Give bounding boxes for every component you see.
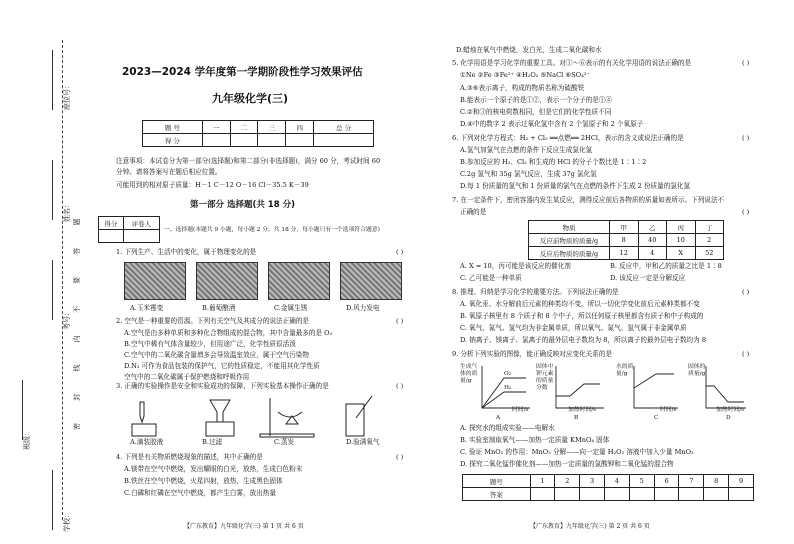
evaporating-dish-icon — [278, 412, 302, 417]
score-header: 题 号 — [143, 121, 203, 134]
class-underline — [22, 380, 24, 440]
score-cell[interactable] — [258, 134, 286, 147]
name-label: 姓名： — [63, 201, 71, 222]
q1-answer-paren[interactable]: ( ) — [396, 248, 404, 256]
q5-option[interactable]: C.②和③的核电荷数相同，但是它们的化学性质不同 — [460, 108, 612, 116]
score-header: 总 分 — [314, 121, 374, 134]
answer-header: 题号 — [463, 475, 531, 488]
answer-cell[interactable] — [555, 488, 580, 501]
graph-c-xlabel: 时间/s — [660, 407, 677, 413]
part1-instruction: 一、选择题(本题共 9 小题，每小题 2 分，共 18 分，每小题只有一个选项符合题意) — [164, 227, 380, 233]
q2-answer-paren[interactable]: ( ) — [396, 317, 404, 325]
q1-image-d — [340, 262, 402, 300]
q7-mass-table — [528, 220, 724, 260]
q2-option[interactable]: B.空气中稀有气体含量较少，但用途广泛，化学性质很活泼 — [124, 340, 296, 348]
q7-table-header: 乙 — [638, 221, 667, 234]
q8-option[interactable]: C. 氧气、氮气、氢气均为非金属单质，所以氧气、氮气、氢气属于非金属单质 — [460, 324, 687, 332]
q7-table-cell: 反应前物质的质量/g — [529, 234, 610, 247]
class-label: 班级： — [23, 429, 31, 450]
q4-answer-paren[interactable]: ( ) — [396, 453, 404, 461]
answer-cell[interactable] — [704, 488, 729, 501]
q7-option[interactable]: B. 反应中，甲和乙的质量之比是 1∶8 — [610, 262, 722, 270]
q3-option-b[interactable]: B.过滤 — [202, 438, 223, 446]
q7-table-cell: 2 — [695, 234, 724, 247]
answer-header: 2 — [555, 475, 580, 488]
exam-no-underline — [52, 260, 54, 320]
q7-table-cell: 4 — [638, 247, 667, 260]
graph-d-xlabel: 加热时间/s — [716, 407, 745, 413]
graph-b-xlabel: 加热时间/s — [568, 407, 597, 413]
notes-line: 分钟。请将答案写在题后相应位置。 — [116, 168, 222, 176]
page-title: 2023—2024 学年度第一学期阶段性学习效果评估 — [122, 66, 363, 78]
q1-option-c[interactable]: C.金属生锈 — [274, 304, 308, 312]
grader-table — [98, 216, 160, 243]
q3-stem: 3. 正确的实验操作是安全和实验成功的保障，下列实验基本操作正确的是 — [116, 382, 329, 390]
q6-option[interactable]: C.2g 氢气和 35g 氯气反应，生成 37g 氯化氢 — [460, 170, 597, 178]
graph-c-axes — [634, 366, 678, 408]
answer-cell[interactable] — [679, 488, 704, 501]
notes-line: 可能用到的相对原子质量：H－1 C－12 O－16 Cl－35.5 K－39 — [116, 181, 309, 189]
base-icon — [260, 434, 314, 437]
q2-option: 空气中的二氧化碳属于保护燃烧和呼吸作用 — [124, 373, 250, 381]
answer-header: 6 — [654, 475, 679, 488]
score-table — [142, 120, 374, 147]
q8-option[interactable]: D. 钠离子、镁离子、氯离子的最外层电子数均为 8，所以离子的最外层电子数均为 8 — [460, 336, 707, 344]
dropper-icon — [140, 402, 144, 422]
q6-option[interactable]: B.参加反应的 H₂、Cl₂ 和生成的 HCl 的分子个数比是 1∶1∶2 — [460, 158, 647, 166]
school-label: 学校： — [63, 511, 71, 532]
answer-cell[interactable] — [605, 488, 630, 501]
school-underline — [52, 470, 54, 530]
q5-answer-paren[interactable]: ( ) — [742, 59, 750, 67]
graph-c-tag: C — [654, 415, 659, 421]
part1-title: 第一部分 选择题(共 18 分) — [190, 200, 295, 210]
beaker-icon — [206, 422, 234, 436]
graph-c-line — [634, 374, 674, 388]
q4-option[interactable]: C.白磷和红磷在空气中燃烧，都产生白雾，放出热量 — [124, 489, 276, 497]
seat-label: 座位号： — [63, 82, 71, 110]
answer-header: 1 — [530, 475, 555, 488]
q3-option-a[interactable]: A.滴装胶液 — [130, 438, 164, 446]
q2-option[interactable]: D.N₂ 可作为食品包装的保护气，它的性质稳定，不能用其化学性质 — [124, 362, 320, 370]
q6-option[interactable]: D.每 1 份质量的氢气和 1 份质量的氯气在点燃的条件下生成 2 份质量的氯化氢 — [460, 182, 691, 190]
answer-cell[interactable] — [580, 488, 605, 501]
grader-cell[interactable] — [99, 230, 124, 243]
graph-a-legend-h2: H₂ — [504, 385, 512, 391]
q3-answer-paren[interactable]: ( ) — [396, 382, 404, 390]
q7-table-cell: 反应后物质的质量/g — [529, 247, 610, 260]
graph-d-line — [706, 386, 744, 402]
q5-option[interactable]: A.③⑥表示离子，构成的物质名称为硫酸铁 — [460, 84, 585, 92]
answer-header: 5 — [629, 475, 654, 488]
q1-stem: 1. 下列生产、生活中的变化，属于物理变化的是 — [116, 248, 257, 256]
score-header: 三 — [258, 121, 286, 134]
q9-answer-paren[interactable]: ( ) — [742, 350, 750, 358]
q7-table-header: 丙 — [667, 221, 696, 234]
q9-option[interactable]: B. 实验室制取氧气——加热一定质量 KMnO₄ 固体 — [460, 436, 610, 444]
q6-answer-paren[interactable]: ( ) — [742, 134, 750, 142]
answer-cell[interactable] — [629, 488, 654, 501]
q1-option-a[interactable]: A.玉米霉变 — [130, 304, 164, 312]
funnel-icon — [210, 400, 230, 422]
q6-option[interactable]: A.氢气加氯气在点燃的条件下反应生成氯化氢 — [460, 146, 593, 154]
answer-row-label: 答案 — [463, 488, 531, 501]
score-cell[interactable] — [286, 134, 314, 147]
footer-left: 【广东教育】九年级化学(三) 第 1 页 共 6 页 — [184, 523, 304, 530]
beaker-icon — [132, 424, 156, 436]
q9-stem: 9. 分析下列实验的图像，能正确反映对应变化关系的是 — [452, 350, 613, 358]
answer-cell[interactable] — [729, 488, 754, 501]
score-header: 二 — [230, 121, 258, 134]
q7-table-cell: 8 — [610, 234, 639, 247]
q7-answer-paren[interactable]: ( ) — [742, 208, 750, 216]
q7-stem: 7. 在一定条件下，密闭容器内发生某反应，测得反应前后各物质的质量如表所示。下列说法不 — [452, 196, 725, 204]
q1-image-b — [196, 262, 258, 300]
graph-d-ylabel: 固体的质量/g — [688, 364, 706, 377]
exam-no-label: 考号： — [63, 309, 71, 330]
q9-option[interactable]: D. 探究二氧化锰作催化剂——加热一定质量的氯酸钾和二氧化锰的混合物 — [460, 460, 674, 468]
answer-cell[interactable] — [654, 488, 679, 501]
q2-option[interactable]: A.空气是由多种单质和多种化合物组成的混合物，其中含量最多的是 O₂ — [124, 329, 333, 337]
q1-option-b[interactable]: B.葡萄酿酒 — [202, 304, 236, 312]
q8-option[interactable]: A. 氧化汞、水分解前后元素的种类均不变，所以一切化学变化前后元素种类都不变 — [460, 300, 700, 308]
q2-stem: 2. 空气是一种重要的资源。下列有关空气及其成分的说法正确的是 — [116, 317, 310, 325]
answer-header: 7 — [679, 475, 704, 488]
score-header: 一 — [202, 121, 230, 134]
page-subtitle: 九年级化学(三) — [212, 92, 289, 105]
answer-header: 8 — [704, 475, 729, 488]
answer-header: 3 — [580, 475, 605, 488]
q5-stem: 5. 化学用语是学习化学的重要工具。对①～⑥表示的有关化学用语的说法正确的是 — [452, 59, 692, 67]
seal-dashed-line — [62, 40, 63, 520]
score-header: 四 — [286, 121, 314, 134]
q8-option[interactable]: B. 氧原子核里有 8 个质子和 8 个中子，所以任何原子核里都含有质子和中子构成的 — [460, 312, 704, 320]
q8-stem: 8. 推理、归纳是学习化学的重要方法。下列说法正确的是 — [452, 288, 619, 296]
name-underline — [52, 160, 54, 220]
q7-option[interactable]: D. 该反应一定是分解反应 — [610, 274, 686, 282]
seat-underline — [52, 50, 54, 110]
q4-option[interactable]: B.铁丝在空气中燃烧，火星四射，放热，生成黑色固体 — [124, 477, 283, 485]
q6-stem: 6. 下列对化学方程式：H₂ + Cl₂ ══点燃══ 2HCl，表示的含义或说法正确的是 — [452, 134, 684, 142]
q4-stem: 4. 下列是有关物质燃烧现象的描述，其中正确的是 — [116, 453, 263, 461]
q7-table-header: 物质 — [529, 221, 610, 234]
gas-bottle-icon — [346, 404, 364, 436]
q3-apparatus-drawings — [120, 394, 410, 440]
grader-header: 评卷人 — [123, 217, 159, 230]
q7-table-cell: X — [667, 247, 696, 260]
q2-option[interactable]: C.空气中的二氧化碳含量增多会导致温室效应，属于空气污染物 — [124, 351, 309, 359]
score-cell[interactable] — [202, 134, 230, 147]
q1-image-a — [124, 262, 186, 300]
q7-table-cell: 10 — [667, 234, 696, 247]
q5-symbols: ①Ne ②Fe ③Fe²⁺ ④H₂O₂ ⑤NaCl ⑥SO₄²⁻ — [460, 71, 590, 79]
score-row-label: 得 分 — [143, 134, 203, 147]
q7-stem-cont: 正确的是 — [460, 208, 487, 216]
q7-option[interactable]: C. 乙可能是一种单质 — [460, 274, 522, 282]
graph-b-line — [556, 384, 600, 396]
graph-b-tag: B — [574, 415, 579, 421]
score-cell[interactable] — [314, 134, 374, 147]
q5-option[interactable]: D.④中的数字 2 表示过氧化氢中含有 2 个氢原子和 2 个氧原子 — [460, 120, 644, 128]
q5-option[interactable]: B.能表示一个原子的是①②，表示一个分子的是①④ — [460, 96, 613, 104]
q3-option-c[interactable]: C.蒸发 — [274, 438, 295, 446]
graph-d-tag: D — [726, 415, 731, 421]
q7-option[interactable]: A. X = 10，丙可能是该反应的催化剂 — [460, 262, 571, 270]
q4-option[interactable]: A.镁带在空气中燃烧，发出耀眼的白光，放热，生成白色粉末 — [124, 465, 303, 473]
graph-b-ylabel: 固体中钾元素的质量分数 — [536, 364, 554, 391]
q9-option[interactable]: A. 探究水的组成实验——电解水 — [460, 424, 555, 432]
grader-header: 得分 — [99, 217, 124, 230]
graph-a-legend-o2: O₂ — [504, 371, 512, 377]
q4-option-d[interactable]: D.蜡烛在氧气中燃烧，发白光，生成二氧化碳和水 — [456, 46, 602, 54]
footer-right: 【广东教育】九年级化学(三) 第 2 页 共 6 页 — [530, 523, 650, 530]
q8-answer-paren[interactable]: ( ) — [742, 288, 750, 296]
notes-line: 注意事项：本试卷分为第一部分(选择题)和第二部分(非选择题)，满分 60 分，考试时间 60 — [116, 157, 381, 165]
graph-c-ylabel: 水的质量/g — [616, 364, 634, 377]
answer-header: 9 — [729, 475, 754, 488]
graph-a-ylabel: 生成气体的质量/g — [460, 364, 478, 384]
q1-image-c — [268, 262, 330, 300]
seal-line-text: 密 封 线 内 不 要 答 题 — [73, 208, 81, 430]
graph-a-xlabel: 时间/s — [512, 407, 529, 413]
q7-table-cell: 52 — [695, 247, 724, 260]
q7-table-cell: 40 — [638, 234, 667, 247]
grader-cell[interactable] — [123, 230, 159, 243]
q3-option-d[interactable]: D.验满氧气 — [346, 438, 380, 446]
q9-option[interactable]: C. 验证 MnO₂ 的作用：MnO₂ 分解——向一定量 H₂O₂ 溶液中加入少量 MnO₂ — [460, 448, 694, 456]
q7-table-header: 丁 — [695, 221, 724, 234]
graph-a-tag: A — [496, 415, 501, 421]
answer-header: 4 — [605, 475, 630, 488]
q1-option-d[interactable]: D.风力发电 — [346, 304, 380, 312]
q7-table-cell: 12 — [610, 247, 639, 260]
score-cell[interactable] — [230, 134, 258, 147]
answer-table — [462, 474, 754, 501]
answer-cell[interactable] — [530, 488, 555, 501]
q7-table-header: 甲 — [610, 221, 639, 234]
